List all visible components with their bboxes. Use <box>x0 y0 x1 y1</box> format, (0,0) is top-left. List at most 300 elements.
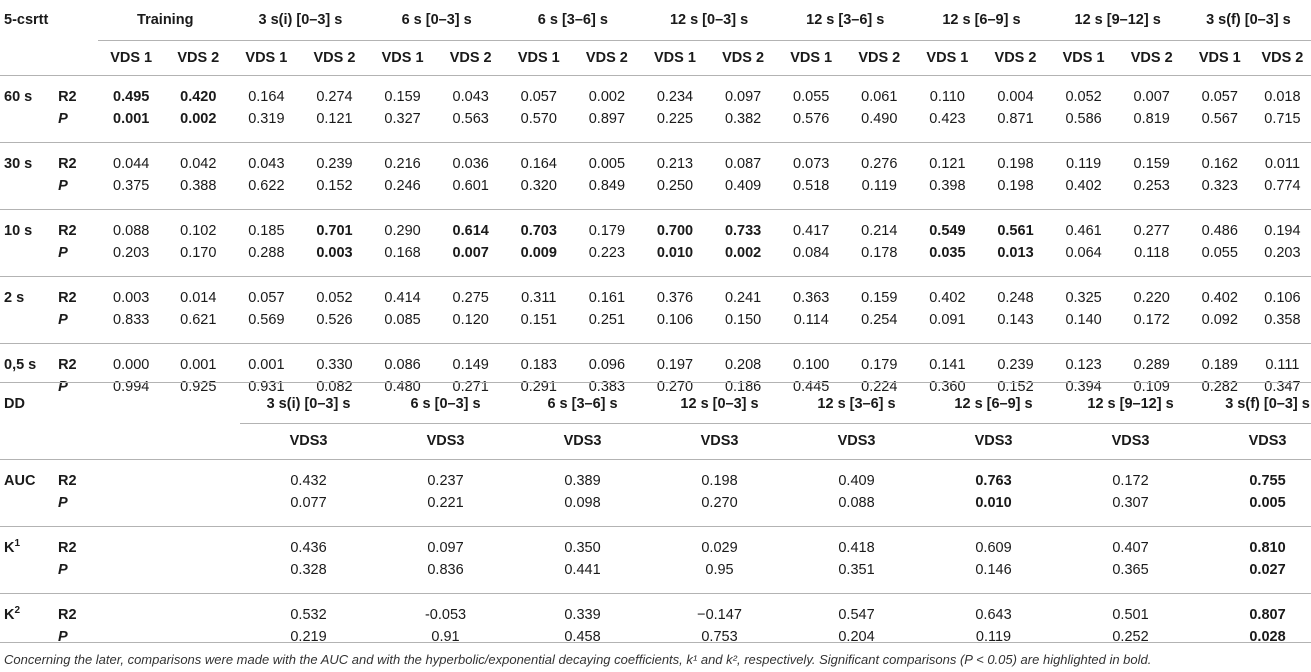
r2-value: 0.018 <box>1264 89 1301 105</box>
sub-header: VDS 2 <box>164 41 232 76</box>
r2-value: 0.036 <box>452 156 489 172</box>
group-header: 3 s(i) [0–3] s <box>232 0 368 41</box>
sub-header: VDS3 <box>651 423 788 459</box>
r2-value: 0.609 <box>975 539 1012 556</box>
table-caption: Concerning the later, comparisons were made with the AUC and with the hyperbolic/exponential decaying coefficients, k¹ and k², respectively. Significant comparisons (P < 0.05) are highlighted in bold. <box>4 652 1152 667</box>
r2-label: R2 <box>58 357 77 373</box>
sub-header: VDS 1 <box>369 41 437 76</box>
r2-value: 0.073 <box>793 156 830 172</box>
row-label: 0,5 s <box>4 357 37 373</box>
r2-value: 0.700 <box>656 223 694 239</box>
p-value: 0.178 <box>845 242 913 277</box>
row-label-text: K <box>4 606 15 623</box>
p-value: 0.563 <box>437 108 505 143</box>
p-value: 0.204 <box>838 628 875 645</box>
p-value: 0.198 <box>981 175 1049 210</box>
r2-value: 0.311 <box>521 290 557 306</box>
r2-value: 0.239 <box>997 357 1034 373</box>
r2-value: 0.549 <box>929 223 966 239</box>
sub-header: VDS 2 <box>981 41 1049 76</box>
r2-value: 0.290 <box>384 223 421 239</box>
r2-value: 0.241 <box>724 290 762 306</box>
sub-header: VDS 2 <box>1254 41 1311 76</box>
p-value: 0.013 <box>981 242 1049 277</box>
group-header: 12 s [9–12] s <box>1062 385 1199 423</box>
table-row <box>0 492 1311 527</box>
group-header: 6 s [0–3] s <box>377 385 514 423</box>
p-value: 0.002 <box>164 108 232 143</box>
r2-value: 0.436 <box>290 539 327 556</box>
p-value: 0.170 <box>164 242 232 277</box>
p-value: 0.098 <box>514 492 651 527</box>
p-value: 0.064 <box>1050 242 1118 277</box>
r2-value: 0.325 <box>1065 290 1102 306</box>
r2-value: 0.121 <box>929 156 966 172</box>
p-value: 0.203 <box>98 242 164 277</box>
p-value: 0.526 <box>300 309 368 344</box>
p-value: 0.458 <box>564 628 601 645</box>
table-row <box>0 559 1311 594</box>
table-row <box>0 344 1311 377</box>
p-value: 0.375 <box>98 175 164 210</box>
p-value: 0.91 <box>431 628 460 645</box>
r2-label: R2 <box>58 606 77 623</box>
r2-label: R2 <box>58 472 77 489</box>
r2-value: 0.111 <box>1265 357 1300 373</box>
r2-value: 0.001 <box>248 357 285 373</box>
r2-label: R2 <box>58 156 77 172</box>
sub-header: VDS3 <box>377 423 514 459</box>
sub-header: VDS3 <box>788 423 925 459</box>
row-label-blank <box>0 309 58 344</box>
group-header: 6 s [3–6] s <box>514 385 651 423</box>
r2-value: 0.409 <box>838 472 875 489</box>
r2-value: 0.044 <box>113 156 150 172</box>
r2-value: 0.350 <box>564 539 601 556</box>
group-header: 12 s [0–3] s <box>641 0 777 41</box>
p-value: 0.055 <box>1186 242 1254 277</box>
r2-value: 0.363 <box>793 290 830 306</box>
table-row <box>0 309 1311 344</box>
p-value: 0.925 <box>180 379 217 395</box>
p-value: 0.388 <box>164 175 232 210</box>
corner-label: DD <box>4 396 25 412</box>
p-value: 0.140 <box>1050 309 1118 344</box>
corner-label: 5-csrtt <box>4 12 49 29</box>
p-value: 0.320 <box>505 175 573 210</box>
table-row <box>0 526 1311 559</box>
table-row <box>0 242 1311 277</box>
sub-header: VDS3 <box>514 423 651 459</box>
p-value: 0.480 <box>384 379 421 395</box>
r2-value: 0.194 <box>1264 223 1301 239</box>
dd-table <box>0 385 1311 660</box>
p-value: 0.836 <box>377 559 514 594</box>
r2-value: 0.014 <box>180 290 217 306</box>
p-value: 0.586 <box>1050 108 1118 143</box>
p-value: 0.715 <box>1254 108 1311 143</box>
sub-header: VDS 2 <box>300 41 368 76</box>
r2-value: 0.289 <box>1133 357 1170 373</box>
p-value: 0.027 <box>1199 559 1311 594</box>
r2-value: 0.755 <box>1249 472 1286 489</box>
p-value: 0.271 <box>452 379 489 395</box>
p-value: 0.270 <box>656 379 694 395</box>
p-value: 0.252 <box>1112 628 1149 645</box>
p-value: 0.291 <box>520 379 557 395</box>
r2-value: 0.547 <box>838 606 875 623</box>
p-value: 0.077 <box>240 492 377 527</box>
p-value: 0.307 <box>1062 492 1199 527</box>
r2-value: 0.501 <box>1112 606 1149 623</box>
r2-value: 0.376 <box>656 290 694 306</box>
p-value: 0.327 <box>369 108 437 143</box>
r2-value: 0.418 <box>838 539 875 556</box>
sub-header: VDS 1 <box>913 41 981 76</box>
r2-value: 0.414 <box>384 290 421 306</box>
r2-value: 0.561 <box>997 223 1034 239</box>
r2-value: 0.088 <box>113 223 150 239</box>
p-value: 0.441 <box>514 559 651 594</box>
sub-header: VDS 2 <box>709 41 777 76</box>
sub-header: VDS 1 <box>98 41 164 76</box>
row-label-text: K <box>4 539 15 556</box>
sub-header: VDS 1 <box>232 41 300 76</box>
r2-value: 0.198 <box>997 156 1034 172</box>
sub-header: VDS 1 <box>1186 41 1254 76</box>
p-value: 0.753 <box>701 628 738 645</box>
p-value: 0.490 <box>845 108 913 143</box>
r2-value: 0.043 <box>452 89 489 105</box>
r2-value: 0.061 <box>861 89 898 105</box>
table-row <box>0 277 1311 310</box>
p-value: 0.109 <box>1133 379 1170 395</box>
r2-value: 0.614 <box>452 223 489 239</box>
p-value: 0.152 <box>300 175 368 210</box>
p-value: 0.009 <box>505 242 573 277</box>
p-value: 0.035 <box>913 242 981 277</box>
r2-value: 0.432 <box>290 472 327 489</box>
r2-value: 0.097 <box>427 539 464 556</box>
r2-label: R2 <box>58 223 77 239</box>
group-header: 12 s [6–9] s <box>913 0 1049 41</box>
r2-value: 0.402 <box>929 290 966 306</box>
p-value: 0.833 <box>98 309 164 344</box>
p-value: 0.402 <box>1050 175 1118 210</box>
row-label-blank <box>0 108 58 143</box>
r2-value: 0.123 <box>1065 357 1102 373</box>
r2-value: 0.141 <box>929 357 966 373</box>
dd-table-body <box>0 459 1311 660</box>
r2-value: 0.042 <box>180 156 217 172</box>
row-label-blank <box>0 175 58 210</box>
r2-value: 0.703 <box>520 223 557 239</box>
p-value: 0.394 <box>1065 379 1102 395</box>
sub-header: VDS 2 <box>1118 41 1186 76</box>
table-row <box>0 593 1311 626</box>
p-value: 0.005 <box>1199 492 1311 527</box>
p-value: 0.360 <box>929 379 966 395</box>
row-label-blank <box>0 242 58 277</box>
sub-header: VDS3 <box>240 423 377 459</box>
p-label: P <box>58 628 68 645</box>
r2-value: 0.007 <box>1133 89 1170 105</box>
p-value: 0.114 <box>777 309 845 344</box>
r2-value: 0.189 <box>1201 357 1238 373</box>
group-header: 6 s [0–3] s <box>369 0 505 41</box>
r2-value: 0.234 <box>656 89 694 105</box>
p-label: P <box>58 242 98 277</box>
sub-header: VDS 2 <box>437 41 505 76</box>
r2-value: 0.389 <box>564 472 601 489</box>
p-value: 0.254 <box>845 309 913 344</box>
p-value: 0.423 <box>913 108 981 143</box>
r2-value: 0.001 <box>180 357 217 373</box>
p-value: 0.601 <box>437 175 505 210</box>
sub-header: VDS 1 <box>505 41 573 76</box>
sub-header: VDS 2 <box>845 41 913 76</box>
p-value: 0.270 <box>651 492 788 527</box>
p-value: 0.028 <box>1249 628 1286 645</box>
p-value: 0.084 <box>777 242 845 277</box>
r2-value: 0.701 <box>316 223 353 239</box>
p-value: 0.120 <box>437 309 505 344</box>
table-row <box>0 76 1311 109</box>
p-value: 0.383 <box>588 379 626 395</box>
p-value: 0.849 <box>573 175 641 210</box>
p-value: 0.95 <box>651 559 788 594</box>
p-value: 0.871 <box>981 108 1049 143</box>
r2-value: 0.486 <box>1201 223 1238 239</box>
p-value: 0.168 <box>369 242 437 277</box>
group-header: 12 s [0–3] s <box>651 385 788 423</box>
p-value: 0.382 <box>709 108 777 143</box>
r2-value: 0.239 <box>316 156 353 172</box>
p-value: 0.003 <box>300 242 368 277</box>
p-value: 0.219 <box>290 628 327 645</box>
r2-value: 0.161 <box>588 290 626 306</box>
r2-value: 0.004 <box>997 89 1034 105</box>
p-value: 0.323 <box>1186 175 1254 210</box>
r2-value: 0.339 <box>564 606 601 623</box>
r2-value: 0.162 <box>1201 156 1238 172</box>
p-value: 0.251 <box>573 309 641 344</box>
p-value: 0.010 <box>641 242 709 277</box>
row-label <box>0 459 58 492</box>
p-label: P <box>58 379 68 395</box>
p-value: 0.152 <box>997 379 1034 395</box>
r2-value: 0.029 <box>701 539 738 556</box>
p-value: 0.819 <box>1118 108 1186 143</box>
r2-value: 0.057 <box>248 290 285 306</box>
r2-value: 0.011 <box>1264 156 1301 172</box>
r2-value: 0.164 <box>248 89 285 105</box>
r2-value: 0.214 <box>861 223 898 239</box>
r2-value: 0.495 <box>113 89 150 105</box>
r2-value: 0.057 <box>1201 89 1238 105</box>
r2-value: 0.179 <box>588 223 626 239</box>
table-row <box>0 459 1311 492</box>
r2-value: 0.043 <box>248 156 285 172</box>
group-header: 3 s(i) [0–3] s <box>240 385 377 423</box>
p-value: 0.221 <box>377 492 514 527</box>
p-value: 0.119 <box>975 628 1012 645</box>
p-value: 0.143 <box>981 309 1049 344</box>
p-label: P <box>58 309 98 344</box>
r2-value: 0.185 <box>248 223 285 239</box>
r2-value: 0.183 <box>520 357 557 373</box>
p-value: 0.253 <box>1118 175 1186 210</box>
p-value: 0.223 <box>573 242 641 277</box>
sub-header: VDS 2 <box>573 41 641 76</box>
r2-value: 0.220 <box>1133 290 1170 306</box>
p-value: 0.621 <box>164 309 232 344</box>
r2-value: 0.407 <box>1112 539 1149 556</box>
r2-value: 0.276 <box>861 156 898 172</box>
r2-value: 0.087 <box>724 156 762 172</box>
r2-value: 0.005 <box>588 156 626 172</box>
row-label-superscript: 2 <box>14 604 21 616</box>
group-header: 3 s(f) [0–3] s <box>1199 385 1311 423</box>
p-label: P <box>58 559 98 594</box>
p-value: 0.994 <box>113 379 150 395</box>
sub-header: VDS3 <box>925 423 1062 459</box>
p-label: P <box>58 492 98 527</box>
r2-value: 0.807 <box>1249 606 1286 623</box>
row-label-text: AUC <box>4 472 36 489</box>
sub-header: VDS3 <box>1062 423 1199 459</box>
p-value: 0.203 <box>1254 242 1311 277</box>
r2-value: 0.110 <box>929 89 965 105</box>
p-value: 0.092 <box>1186 309 1254 344</box>
table-row <box>0 175 1311 210</box>
table-row <box>0 108 1311 143</box>
p-value: 0.091 <box>913 309 981 344</box>
r2-value: 0.119 <box>1065 156 1102 172</box>
r2-value: 0.102 <box>180 223 217 239</box>
p-value: 0.567 <box>1186 108 1254 143</box>
r2-value: 0.248 <box>997 290 1034 306</box>
p-value: 0.172 <box>1118 309 1186 344</box>
sub-header: VDS 1 <box>1050 41 1118 76</box>
r2-value: 0.532 <box>290 606 327 623</box>
p-value: 0.146 <box>925 559 1062 594</box>
r2-value: -0.053 <box>424 606 467 623</box>
r2-label: R2 <box>58 89 77 105</box>
p-label: P <box>58 175 98 210</box>
p-value: 0.328 <box>240 559 377 594</box>
p-value: 0.409 <box>709 175 777 210</box>
p-value: 0.931 <box>248 379 285 395</box>
table-bottom-rule <box>0 642 1311 643</box>
table-row <box>0 210 1311 243</box>
p-value: 0.576 <box>777 108 845 143</box>
p-value: 0.085 <box>369 309 437 344</box>
p-value: 0.288 <box>232 242 300 277</box>
r2-value: 0.197 <box>656 357 694 373</box>
group-header: Training <box>98 0 232 41</box>
r2-value: 0.106 <box>1264 290 1301 306</box>
row-label <box>0 526 58 559</box>
p-value: 0.118 <box>1118 242 1186 277</box>
p-value: 0.224 <box>861 379 898 395</box>
r2-value: 0.057 <box>520 89 557 105</box>
r2-value: 0.100 <box>793 357 830 373</box>
row-label-blank <box>0 492 58 527</box>
row-label: 30 s <box>4 156 33 172</box>
r2-value: 0.208 <box>724 357 762 373</box>
row-label: 2 s <box>4 290 25 306</box>
r2-value: 0.179 <box>861 357 898 373</box>
r2-value: 0.172 <box>1112 472 1149 489</box>
table-row <box>0 143 1311 176</box>
r2-value: 0.052 <box>1065 89 1102 105</box>
sub-header: VDS 1 <box>777 41 845 76</box>
r2-label: R2 <box>58 539 77 556</box>
p-value: 0.151 <box>505 309 573 344</box>
p-value: 0.007 <box>437 242 505 277</box>
p-label: P <box>58 108 98 143</box>
r2-value: 0.096 <box>588 357 626 373</box>
group-header: 6 s [3–6] s <box>505 0 641 41</box>
p-value: 0.398 <box>913 175 981 210</box>
csrtt-table-body <box>0 76 1311 411</box>
r2-value: 0.275 <box>452 290 489 306</box>
p-value: 0.319 <box>232 108 300 143</box>
r2-value: 0.149 <box>452 357 489 373</box>
r2-value: 0.052 <box>316 290 353 306</box>
r2-label: R2 <box>58 290 77 306</box>
p-value: 0.088 <box>788 492 925 527</box>
p-value: 0.150 <box>709 309 777 344</box>
r2-value: 0.330 <box>316 357 353 373</box>
sub-header: VDS3 <box>1199 423 1311 459</box>
group-header: 3 s(f) [0–3] s <box>1186 0 1311 41</box>
r2-value: 0.763 <box>975 472 1012 489</box>
r2-value: 0.420 <box>180 89 217 105</box>
p-value: 0.246 <box>369 175 437 210</box>
row-label-superscript: 1 <box>14 537 21 549</box>
group-header: 12 s [6–9] s <box>925 385 1062 423</box>
p-value: 0.121 <box>300 108 368 143</box>
p-value: 0.002 <box>709 242 777 277</box>
sub-header: VDS 1 <box>641 41 709 76</box>
p-value: 0.225 <box>641 108 709 143</box>
p-value: 0.186 <box>724 379 762 395</box>
r2-value: 0.643 <box>975 606 1012 623</box>
p-value: 0.001 <box>98 108 164 143</box>
p-value: 0.365 <box>1062 559 1199 594</box>
p-value: 0.351 <box>788 559 925 594</box>
r2-value: 0.198 <box>701 472 738 489</box>
r2-value: 0.237 <box>427 472 464 489</box>
group-header: 12 s [9–12] s <box>1050 0 1186 41</box>
row-label: 60 s <box>4 89 33 105</box>
r2-value: 0.810 <box>1249 539 1286 556</box>
p-value: 0.358 <box>1254 309 1311 344</box>
p-value: 0.119 <box>845 175 913 210</box>
p-value: 0.570 <box>505 108 573 143</box>
r2-value: 0.216 <box>384 156 421 172</box>
p-value: 0.106 <box>641 309 709 344</box>
p-value: 0.445 <box>793 379 830 395</box>
r2-value: 0.274 <box>316 89 353 105</box>
r2-value: 0.402 <box>1201 290 1238 306</box>
r2-value: 0.055 <box>793 89 830 105</box>
p-value: 0.250 <box>641 175 709 210</box>
p-value: 0.010 <box>925 492 1062 527</box>
p-value: 0.622 <box>232 175 300 210</box>
